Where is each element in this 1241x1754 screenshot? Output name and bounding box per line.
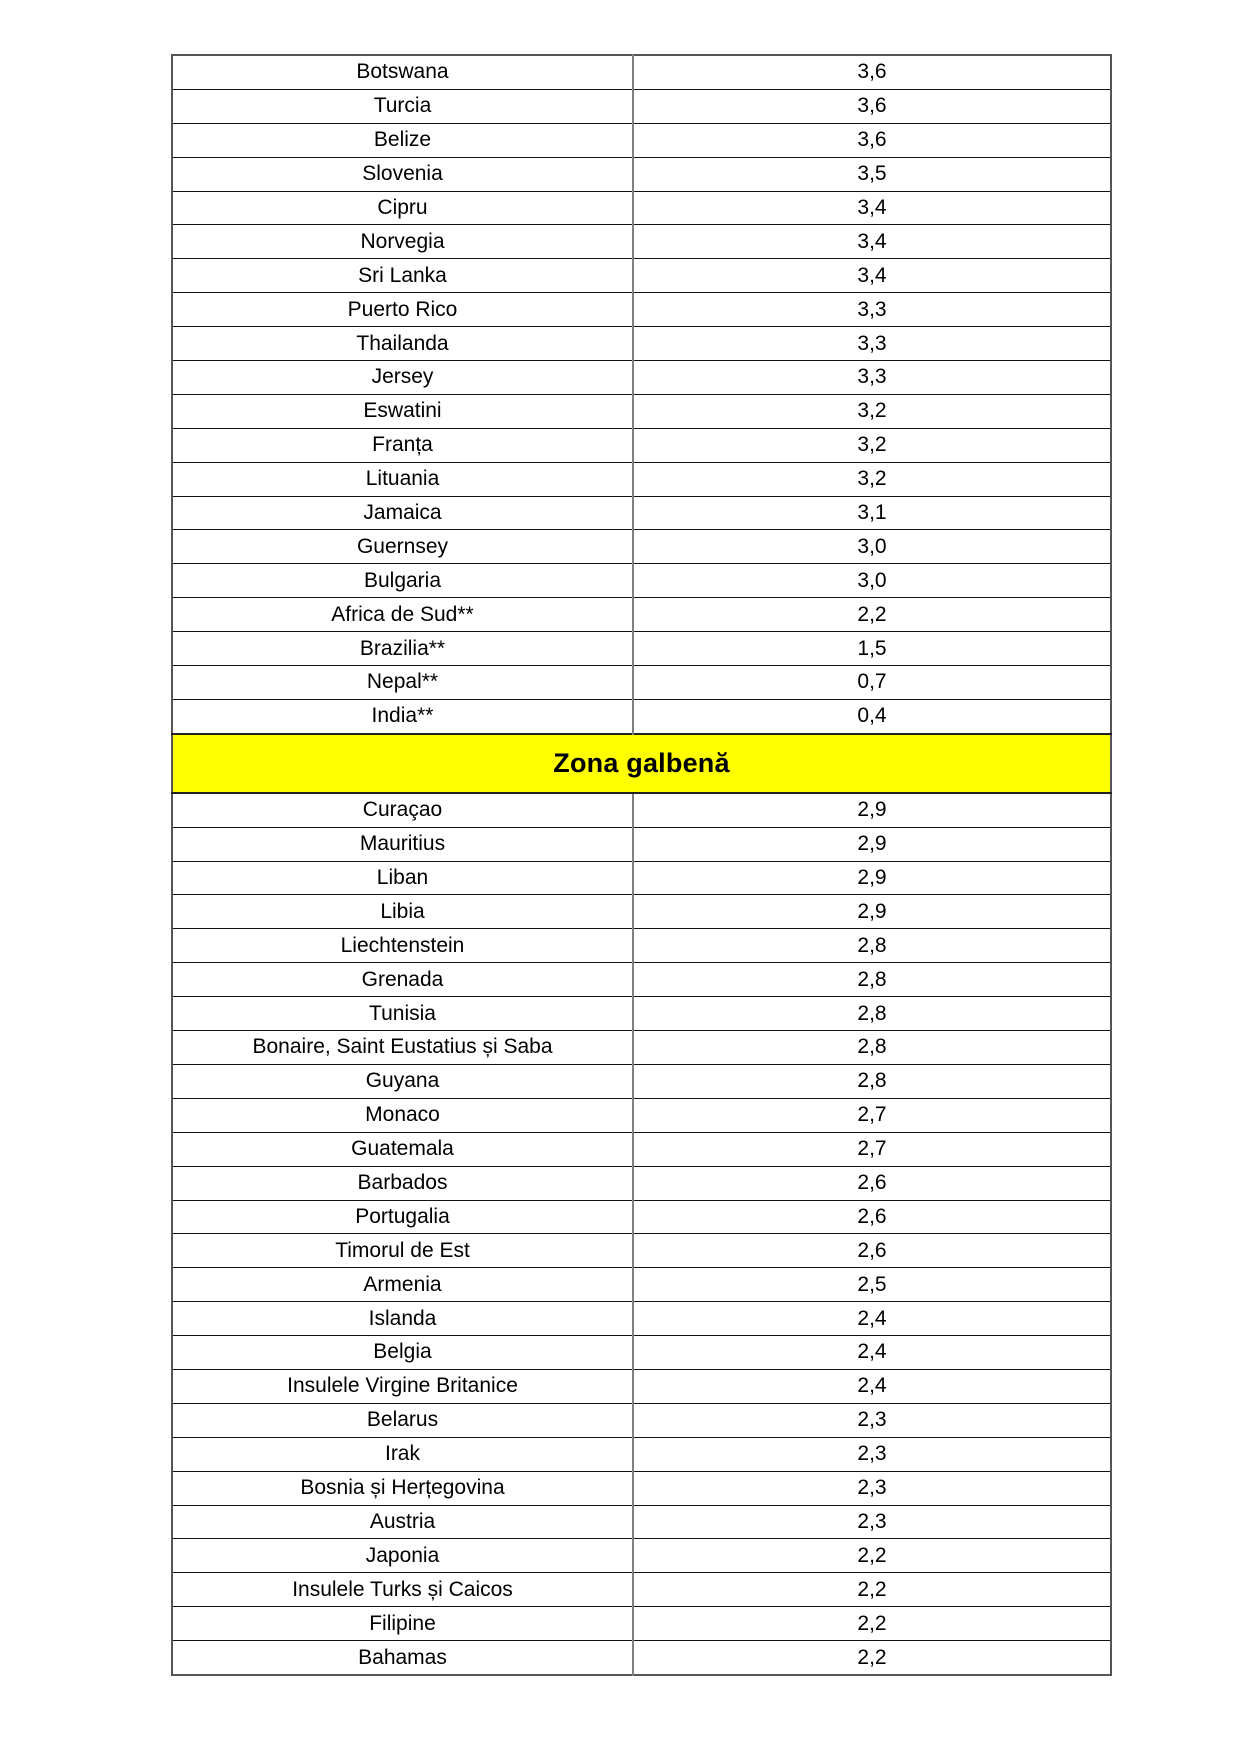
- table-row: [172, 191, 1111, 225]
- table-row: [172, 1098, 1111, 1132]
- value-cell: 2,8: [633, 929, 1111, 963]
- country-cell: Belgia: [172, 1336, 633, 1370]
- zone-header-body: [172, 734, 1111, 793]
- value-cell: 2,2: [633, 1641, 1111, 1675]
- country-cell: Insulele Virgine Britanice: [172, 1369, 633, 1403]
- table-row: [172, 530, 1111, 564]
- table-row: [172, 394, 1111, 428]
- value-cell: 3,4: [633, 225, 1111, 259]
- country-cell: Bonaire, Saint Eustatius și Saba: [172, 1031, 633, 1065]
- value-cell: 2,2: [633, 1573, 1111, 1607]
- table-row: [172, 1166, 1111, 1200]
- zone-header-cell: Zona galbenă: [172, 734, 1111, 793]
- value-cell: 2,7: [633, 1098, 1111, 1132]
- value-cell: 2,4: [633, 1302, 1111, 1336]
- value-cell: 2,9: [633, 793, 1111, 827]
- value-cell: 3,6: [633, 123, 1111, 157]
- value-cell: 2,9: [633, 895, 1111, 929]
- country-cell: Guatemala: [172, 1132, 633, 1166]
- table-row: [172, 963, 1111, 997]
- table-row: [172, 496, 1111, 530]
- table-row: [172, 1369, 1111, 1403]
- country-cell: Sri Lanka: [172, 259, 633, 293]
- table-row: [172, 1064, 1111, 1098]
- value-cell: 3,2: [633, 394, 1111, 428]
- country-cell: Jersey: [172, 361, 633, 395]
- country-cell: Austria: [172, 1505, 633, 1539]
- value-cell: 2,3: [633, 1403, 1111, 1437]
- table-row: [172, 89, 1111, 123]
- value-cell: 2,6: [633, 1234, 1111, 1268]
- value-cell: 2,6: [633, 1166, 1111, 1200]
- table-row: [172, 827, 1111, 861]
- value-cell: 2,7: [633, 1132, 1111, 1166]
- country-cell: Botswana: [172, 55, 633, 89]
- value-cell: 3,1: [633, 496, 1111, 530]
- value-cell: 3,4: [633, 259, 1111, 293]
- country-cell: Puerto Rico: [172, 293, 633, 327]
- country-cell: Nepal**: [172, 666, 633, 700]
- table-row: [172, 1437, 1111, 1471]
- value-cell: 2,3: [633, 1471, 1111, 1505]
- table-row: [172, 1200, 1111, 1234]
- value-cell: 1,5: [633, 632, 1111, 666]
- table-row: [172, 428, 1111, 462]
- table-row: [172, 123, 1111, 157]
- table-row: [172, 1505, 1111, 1539]
- value-cell: 2,3: [633, 1437, 1111, 1471]
- country-cell: Curaçao: [172, 793, 633, 827]
- country-cell: Liban: [172, 861, 633, 895]
- table-row: [172, 666, 1111, 700]
- table-row: [172, 564, 1111, 598]
- value-cell: 2,2: [633, 598, 1111, 632]
- table-row: [172, 293, 1111, 327]
- country-cell: Belarus: [172, 1403, 633, 1437]
- table-row: [172, 1641, 1111, 1675]
- table-row: [172, 1336, 1111, 1370]
- country-cell: Japonia: [172, 1539, 633, 1573]
- value-cell: 3,2: [633, 428, 1111, 462]
- table-row: [172, 361, 1111, 395]
- table-row: [172, 929, 1111, 963]
- country-cell: Eswatini: [172, 394, 633, 428]
- table-row: [172, 1132, 1111, 1166]
- country-cell: Slovenia: [172, 157, 633, 191]
- value-cell: 2,6: [633, 1200, 1111, 1234]
- table-row: [172, 895, 1111, 929]
- table-row: [172, 462, 1111, 496]
- value-cell: 2,8: [633, 1064, 1111, 1098]
- value-cell: 0,7: [633, 666, 1111, 700]
- country-cell: Irak: [172, 1437, 633, 1471]
- country-cell: Cipru: [172, 191, 633, 225]
- country-cell: Thailanda: [172, 327, 633, 361]
- table-row: [172, 1268, 1111, 1302]
- table-row: [172, 1234, 1111, 1268]
- value-cell: 2,9: [633, 861, 1111, 895]
- country-cell: Bulgaria: [172, 564, 633, 598]
- country-cell: Bosnia și Herțegovina: [172, 1471, 633, 1505]
- country-cell: Monaco: [172, 1098, 633, 1132]
- table-row: [172, 632, 1111, 666]
- value-cell: 3,3: [633, 293, 1111, 327]
- table-row: [172, 1031, 1111, 1065]
- country-cell: Norvegia: [172, 225, 633, 259]
- country-cell: Timorul de Est: [172, 1234, 633, 1268]
- table-row: [172, 997, 1111, 1031]
- value-cell: 3,2: [633, 462, 1111, 496]
- country-cell: Armenia: [172, 1268, 633, 1302]
- value-cell: 3,0: [633, 564, 1111, 598]
- value-cell: 3,3: [633, 361, 1111, 395]
- value-cell: 2,3: [633, 1505, 1111, 1539]
- table-row: [172, 793, 1111, 827]
- table-row: [172, 259, 1111, 293]
- country-cell: Belize: [172, 123, 633, 157]
- country-cell: Guyana: [172, 1064, 633, 1098]
- table-row: [172, 861, 1111, 895]
- country-cell: Jamaica: [172, 496, 633, 530]
- table-row: [172, 1302, 1111, 1336]
- country-cell: Guernsey: [172, 530, 633, 564]
- table-row: [172, 699, 1111, 733]
- table-row: [172, 1471, 1111, 1505]
- table-row: [172, 1573, 1111, 1607]
- section2-body: [172, 793, 1111, 1675]
- value-cell: 0,4: [633, 699, 1111, 733]
- value-cell: 3,6: [633, 89, 1111, 123]
- table-row: [172, 55, 1111, 89]
- section1-body: [172, 55, 1111, 734]
- value-cell: 3,3: [633, 327, 1111, 361]
- value-cell: 2,8: [633, 1031, 1111, 1065]
- value-cell: 2,5: [633, 1268, 1111, 1302]
- table-row: [172, 598, 1111, 632]
- country-cell: Turcia: [172, 89, 633, 123]
- country-cell: Brazilia**: [172, 632, 633, 666]
- value-cell: 2,4: [633, 1336, 1111, 1370]
- table-row: [172, 1403, 1111, 1437]
- table-row: [172, 225, 1111, 259]
- value-cell: 2,8: [633, 963, 1111, 997]
- value-cell: 3,0: [633, 530, 1111, 564]
- country-cell: Filipine: [172, 1607, 633, 1641]
- value-cell: 2,2: [633, 1607, 1111, 1641]
- country-cell: Africa de Sud**: [172, 598, 633, 632]
- country-cell: Grenada: [172, 963, 633, 997]
- country-cell: Tunisia: [172, 997, 633, 1031]
- country-cell: Liechtenstein: [172, 929, 633, 963]
- country-cell: Libia: [172, 895, 633, 929]
- country-risk-table: [171, 54, 1112, 1676]
- value-cell: 2,2: [633, 1539, 1111, 1573]
- zone-header-row: [172, 734, 1111, 793]
- country-cell: Lituania: [172, 462, 633, 496]
- country-cell: India**: [172, 699, 633, 733]
- country-cell: Mauritius: [172, 827, 633, 861]
- table-row: [172, 157, 1111, 191]
- table-row: [172, 1607, 1111, 1641]
- value-cell: 3,6: [633, 55, 1111, 89]
- country-cell: Insulele Turks și Caicos: [172, 1573, 633, 1607]
- value-cell: 2,9: [633, 827, 1111, 861]
- value-cell: 2,8: [633, 997, 1111, 1031]
- country-cell: Barbados: [172, 1166, 633, 1200]
- country-cell: Islanda: [172, 1302, 633, 1336]
- country-cell: Franța: [172, 428, 633, 462]
- country-cell: Portugalia: [172, 1200, 633, 1234]
- value-cell: 3,5: [633, 157, 1111, 191]
- value-cell: 3,4: [633, 191, 1111, 225]
- table-row: [172, 327, 1111, 361]
- value-cell: 2,4: [633, 1369, 1111, 1403]
- table-row: [172, 1539, 1111, 1573]
- country-cell: Bahamas: [172, 1641, 633, 1675]
